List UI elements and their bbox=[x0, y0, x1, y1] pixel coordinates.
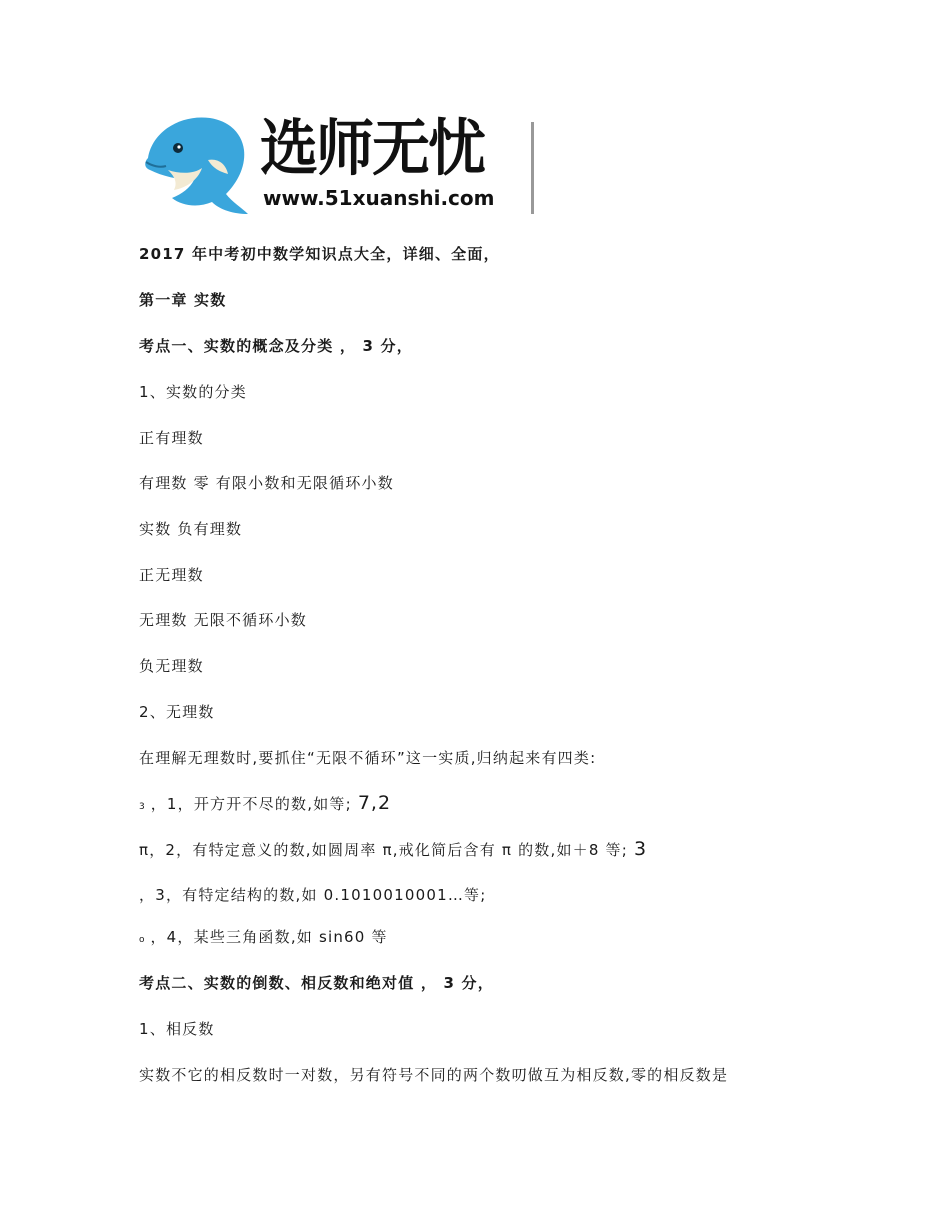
classification-line-4: 正无理数 bbox=[139, 566, 204, 584]
irrational-item-4 bbox=[139, 926, 388, 951]
section-3-text: 实数不它的相反数时一对数，另有符号不同的两个数叨做互为相反数,零的相反数是 bbox=[139, 1066, 729, 1084]
dolphin-icon bbox=[138, 110, 253, 220]
item-1-text: ，1，开方开不尽的数,如等; bbox=[150, 795, 352, 813]
section-1-heading: 1、实数的分类 bbox=[139, 383, 247, 401]
section-3-heading: 1、相反数 bbox=[139, 1020, 215, 1038]
irrational-item-2 bbox=[139, 838, 647, 861]
kp2-heading: 考点二、实数的倒数、相反数和绝对值 ， 3 分， bbox=[139, 974, 494, 992]
classification-line-1: 正有理数 bbox=[139, 429, 204, 447]
irrational-item-3: ，3，有特定结构的数,如 0.1010010001…等; bbox=[139, 886, 487, 904]
classification-line-6: 负无理数 bbox=[139, 657, 204, 675]
item-2-text: π，2，有特定意义的数,如圆周率 π,戒化简后含有 π 的数,如＋8 等; bbox=[139, 841, 629, 859]
item-2-suffix: 3 bbox=[633, 838, 648, 860]
item-4-prefix: o bbox=[139, 935, 145, 945]
brand-url: www.51xuanshi.com bbox=[263, 186, 495, 210]
document-title: 2017 年中考初中数学知识点大全，详细、全面， bbox=[139, 245, 500, 263]
section-2-heading: 2、无理数 bbox=[139, 703, 215, 721]
logo-divider bbox=[531, 122, 534, 214]
classification-line-2: 有理数 零 有限小数和无限循环小数 bbox=[139, 474, 394, 492]
chapter-heading: 第一章 实数 bbox=[139, 291, 227, 309]
item-4-text: ，4，某些三角函数,如 sin60 等 bbox=[150, 928, 388, 946]
classification-line-5: 无理数 无限不循环小数 bbox=[139, 611, 307, 629]
classification-line-3: 实数 负有理数 bbox=[139, 520, 243, 538]
item-1-suffix: 7,2 bbox=[357, 792, 392, 814]
brand-logo bbox=[138, 110, 538, 220]
irrational-item-1 bbox=[139, 792, 391, 818]
item-1-prefix: 3 bbox=[139, 802, 145, 812]
brand-name: 选师无忧 bbox=[260, 112, 485, 184]
kp1-heading: 考点一、实数的概念及分类 ， 3 分， bbox=[139, 337, 413, 355]
section-2-intro: 在理解无理数时,要抓住“无限不循环”这一实质,归纳起来有四类: bbox=[139, 749, 597, 767]
